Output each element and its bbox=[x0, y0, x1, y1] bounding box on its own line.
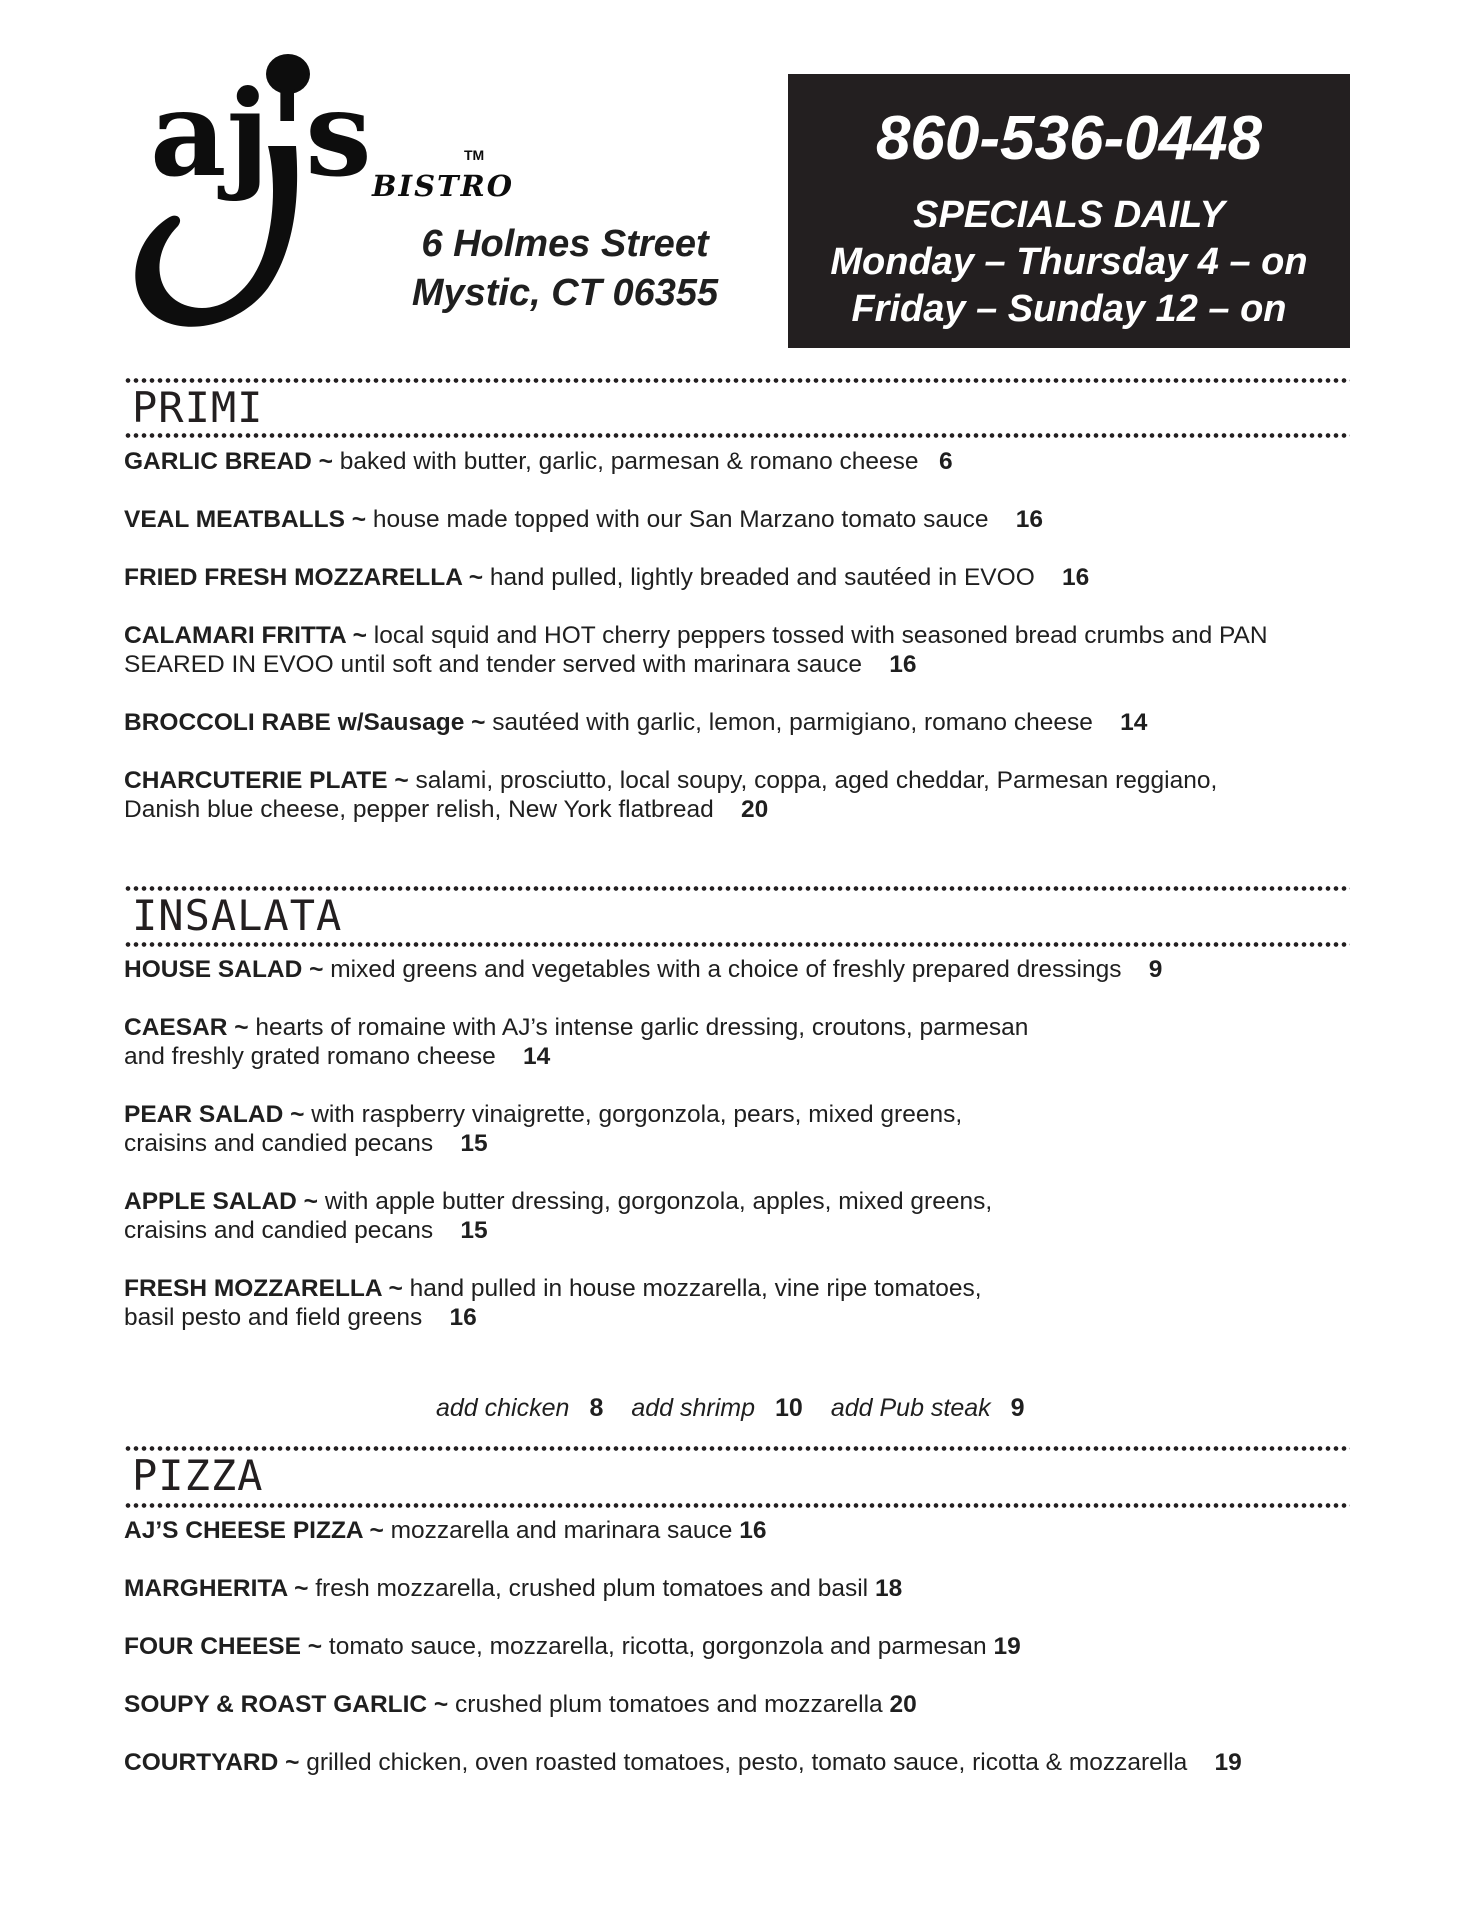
item-desc: hearts of romaine with AJ’s intense garlic dressing, croutons, parmesan bbox=[255, 1014, 1029, 1041]
item-price: 18 bbox=[874, 1575, 903, 1602]
item-desc: with raspberry vinaigrette, gorgonzola, pears, mixed greens, bbox=[311, 1101, 963, 1128]
item-name: FRESH MOZZARELLA ~ bbox=[124, 1275, 403, 1302]
item-desc: crushed plum tomatoes and mozzarella bbox=[455, 1691, 883, 1718]
item-name: COURTYARD ~ bbox=[124, 1749, 300, 1776]
address-street: 6 Holmes Street bbox=[421, 223, 709, 265]
addon-pub-steak-price: 9 bbox=[1010, 1394, 1025, 1422]
item-name: MARGHERITA ~ bbox=[124, 1575, 309, 1602]
salad-addons bbox=[436, 1393, 1053, 1423]
item-desc: fresh mozzarella, crushed plum tomatoes and basil bbox=[315, 1575, 869, 1602]
item-price: 20 bbox=[889, 1691, 917, 1718]
divider-dots bbox=[124, 378, 1350, 383]
addon-shrimp-label: add shrimp bbox=[631, 1394, 756, 1422]
menu-item-caesar bbox=[124, 1013, 1354, 1071]
logo-wordmark: aj's bbox=[150, 64, 372, 203]
menu-item-calamari-fritta bbox=[124, 621, 1354, 679]
item-desc: sautéed with garlic, lemon, parmigiano, romano cheese bbox=[492, 709, 1093, 736]
menu-item-ajs-cheese-pizza bbox=[124, 1516, 1354, 1545]
item-desc-cont: Danish blue cheese, pepper relish, New York flatbread bbox=[124, 796, 714, 823]
logo-subtitle: BISTRO bbox=[372, 169, 514, 203]
item-name: GARLIC BREAD ~ bbox=[124, 448, 333, 475]
item-desc: hand pulled in house mozzarella, vine ripe tomatoes, bbox=[409, 1275, 982, 1302]
menu-item-fresh-mozzarella bbox=[124, 1274, 1354, 1332]
divider-dots bbox=[124, 1446, 1350, 1451]
menu-item-garlic-bread bbox=[124, 447, 1354, 476]
item-desc-cont: basil pesto and field greens bbox=[124, 1304, 423, 1331]
item-name: APPLE SALAD ~ bbox=[124, 1188, 318, 1215]
menu-item-broccoli-rabe bbox=[124, 708, 1354, 737]
addon-chicken-price: 8 bbox=[589, 1394, 604, 1422]
logo-tm: TM bbox=[464, 147, 485, 163]
item-price: 14 bbox=[1120, 709, 1148, 736]
menu-item-veal-meatballs bbox=[124, 505, 1354, 534]
item-price: 15 bbox=[460, 1217, 488, 1244]
specials-hours bbox=[788, 192, 1350, 333]
item-price: 14 bbox=[523, 1043, 551, 1070]
menu-item-courtyard bbox=[124, 1748, 1354, 1777]
section-title-pizza: PIZZA bbox=[132, 1451, 264, 1500]
item-desc-cont: craisins and candied pecans bbox=[124, 1130, 434, 1157]
divider-dots bbox=[124, 1503, 1350, 1508]
item-desc: mixed greens and vegetables with a choice of freshly prepared dressings bbox=[330, 956, 1122, 983]
item-desc: local squid and HOT cherry peppers tossed with seasoned bread crumbs and PAN bbox=[373, 622, 1268, 649]
section-title-insalata: INSALATA bbox=[132, 891, 343, 940]
item-price: 16 bbox=[889, 651, 917, 678]
item-desc: with apple butter dressing, gorgonzola, apples, mixed greens, bbox=[324, 1188, 993, 1215]
item-price: 16 bbox=[1015, 506, 1043, 533]
item-desc: house made topped with our San Marzano tomato sauce bbox=[372, 506, 989, 533]
item-price: 19 bbox=[993, 1633, 1021, 1660]
item-name: AJ’S CHEESE PIZZA ~ bbox=[124, 1517, 384, 1544]
menu-item-margherita bbox=[124, 1574, 1354, 1603]
specials-weekend-hours: Friday – Sunday 12 – on bbox=[851, 288, 1287, 330]
item-desc: salami, prosciutto, local soupy, coppa, aged cheddar, Parmesan reggiano, bbox=[415, 767, 1218, 794]
item-name: CHARCUTERIE PLATE ~ bbox=[124, 767, 409, 794]
item-name: CALAMARI FRITTA ~ bbox=[124, 622, 367, 649]
addon-shrimp-price: 10 bbox=[775, 1394, 803, 1422]
item-desc-cont: craisins and candied pecans bbox=[124, 1217, 434, 1244]
item-price: 15 bbox=[460, 1130, 488, 1157]
address-city: Mystic, CT 06355 bbox=[411, 272, 719, 314]
item-name: VEAL MEATBALLS ~ bbox=[124, 506, 367, 533]
item-price: 9 bbox=[1148, 956, 1163, 983]
specials-weekday-hours: Monday – Thursday 4 – on bbox=[830, 241, 1308, 283]
menu-item-fried-fresh-mozzarella bbox=[124, 563, 1354, 592]
divider-dots bbox=[124, 942, 1350, 947]
item-price: 16 bbox=[449, 1304, 477, 1331]
menu-item-soupy-roast-garlic bbox=[124, 1690, 1354, 1719]
menu-item-pear-salad bbox=[124, 1100, 1354, 1158]
item-desc-cont: and freshly grated romano cheese bbox=[124, 1043, 496, 1070]
item-desc: tomato sauce, mozzarella, ricotta, gorgonzola and parmesan bbox=[328, 1633, 987, 1660]
section-title-primi: PRIMI bbox=[132, 383, 264, 432]
address bbox=[385, 220, 745, 318]
item-name: BROCCOLI RABE w/Sausage ~ bbox=[124, 709, 486, 736]
item-desc: grilled chicken, oven roasted tomatoes, pesto, tomato sauce, ricotta & mozzarella bbox=[306, 1749, 1188, 1776]
item-name: SOUPY & ROAST GARLIC ~ bbox=[124, 1691, 449, 1718]
item-price: 20 bbox=[740, 796, 769, 823]
specials-title: SPECIALS DAILY bbox=[913, 194, 1225, 236]
addon-pub-steak-label: add Pub steak bbox=[830, 1394, 991, 1422]
item-desc-cont: SEARED IN EVOO until soft and tender served with marinara sauce bbox=[124, 651, 863, 678]
item-desc: mozzarella and marinara sauce bbox=[390, 1517, 733, 1544]
item-price: 19 bbox=[1214, 1749, 1242, 1776]
menu-item-four-cheese bbox=[124, 1632, 1354, 1661]
menu-item-house-salad bbox=[124, 955, 1354, 984]
phone-number[interactable]: 860-536-0448 bbox=[875, 104, 1263, 173]
item-desc: hand pulled, lightly breaded and sautéed in EVOO bbox=[489, 564, 1035, 591]
menu-item-charcuterie-plate bbox=[124, 766, 1354, 824]
item-name: HOUSE SALAD ~ bbox=[124, 956, 324, 983]
item-price: 16 bbox=[739, 1517, 767, 1544]
item-name: FRIED FRESH MOZZARELLA ~ bbox=[124, 564, 484, 591]
item-price: 6 bbox=[938, 448, 953, 475]
divider-dots bbox=[124, 433, 1350, 438]
addon-chicken-label: add chicken bbox=[436, 1394, 570, 1422]
item-desc: baked with butter, garlic, parmesan & romano cheese bbox=[339, 448, 919, 475]
item-name: FOUR CHEESE ~ bbox=[124, 1633, 323, 1660]
item-name: CAESAR ~ bbox=[124, 1014, 249, 1041]
item-name: PEAR SALAD ~ bbox=[124, 1101, 305, 1128]
item-price: 16 bbox=[1061, 564, 1090, 591]
menu-item-apple-salad bbox=[124, 1187, 1354, 1245]
info-box bbox=[788, 74, 1350, 348]
